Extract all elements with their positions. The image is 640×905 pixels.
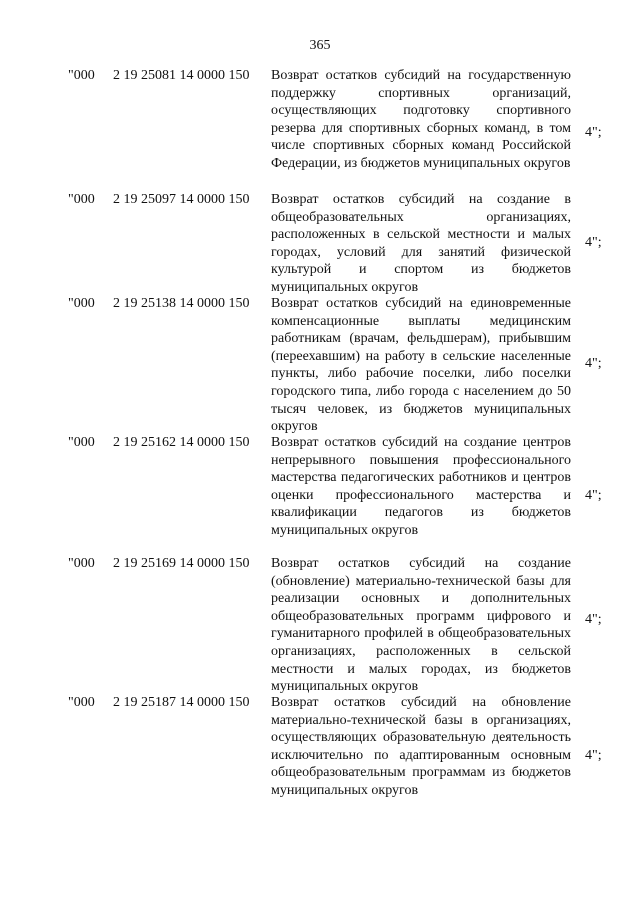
row-description: Возврат остатков субсидий на обновление материально-технической базы в организациях, осуществляющих образовательную деятельность исключительно по адаптированным основным общеобразовательным программам из бюджетов муниципальных округов	[271, 695, 571, 798]
row-description: Возврат остатков субсидий на создание центров непрерывного повышения профессионального мастерства педагогических работников и центров оценки профессионального мастерства и квалификации педагогов из бюджетов муниципальных округов	[271, 435, 571, 538]
row-suffix: 4";	[585, 125, 602, 140]
page-number: 365	[309, 38, 331, 53]
row-description: Возврат остатков субсидий на единовременные компенсационные выплаты медицинским работникам (врачам, фельдшерам), прибывшим (переехавшим) на работу в сельские населенные пункты, либо рабочие поселки, либо поселки городского типа, либо города с населением до 50 тысяч человек, из бюджетов муниципальных округов	[271, 296, 571, 435]
budget-code: 2 19 25162 14 0000 150	[113, 435, 250, 450]
code-prefix: "000	[68, 435, 95, 450]
row-description: Возврат остатков субсидий на создание в общеобразовательных организациях, расположенных в сельской местности и малых городах, условий для занятий физической культурой и спортом из бюджетов муниципальных округов	[271, 192, 571, 295]
code-prefix: "000	[68, 68, 95, 83]
budget-code: 2 19 25169 14 0000 150	[113, 556, 250, 571]
budget-code: 2 19 25081 14 0000 150	[113, 68, 250, 83]
code-prefix: "000	[68, 296, 95, 311]
row-suffix: 4";	[585, 235, 602, 250]
row-suffix: 4";	[585, 612, 602, 627]
row-suffix: 4";	[585, 356, 602, 371]
row-description: Возврат остатков субсидий на государственную поддержку спортивных организаций, осуществляющих подготовку спортивного резерва для спортивных сборных команд, в том числе спортивных сборных команд Российской Федерации, из бюджетов муниципальных округов	[271, 68, 571, 171]
row-description: Возврат остатков субсидий на создание (обновление) материально-технической базы для реализации основных и дополнительных общеобразовательных программ цифрового и гуманитарного профилей в общеобразовательных организациях, расположенных в сельской местности и малых городах, из бюджетов муниципальных округов	[271, 556, 571, 695]
code-prefix: "000	[68, 695, 95, 710]
budget-code: 2 19 25187 14 0000 150	[113, 695, 250, 710]
code-prefix: "000	[68, 192, 95, 207]
budget-code: 2 19 25097 14 0000 150	[113, 192, 250, 207]
row-suffix: 4";	[585, 748, 602, 763]
budget-code: 2 19 25138 14 0000 150	[113, 296, 250, 311]
row-suffix: 4";	[585, 488, 602, 503]
code-prefix: "000	[68, 556, 95, 571]
